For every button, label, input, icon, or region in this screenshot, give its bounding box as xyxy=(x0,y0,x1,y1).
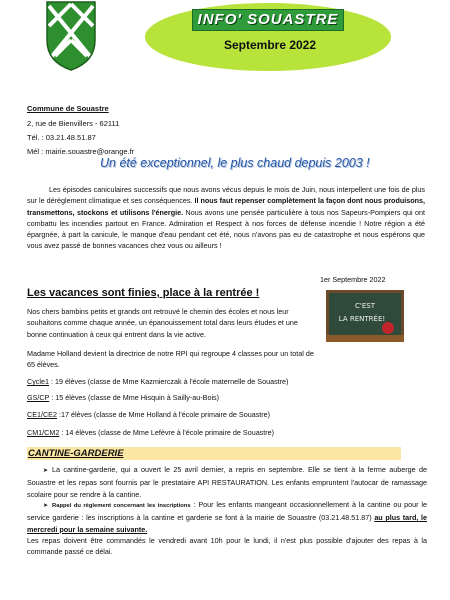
class-line xyxy=(27,377,288,386)
class-name: GS/CP xyxy=(27,393,50,402)
intro-paragraph xyxy=(27,184,425,252)
class-detail: : 19 élèves (classe de Mme Kazmierczak à l'école maternelle de Souastre) xyxy=(48,377,289,386)
meal-order-text: Les repas doivent être commandés le vendredi avant 10h pour le lundi, il n'est plus possible d'ajouter des repas à la commande passé ce délai. xyxy=(27,535,427,557)
rules-text: : Pour les enfants mangeant occasionnellement à la cantine ou pour le service garderie : les inscriptions à la cantine et garderie se font à la mairie de Souastre (03.21.48.51.87) xyxy=(27,500,427,523)
class-detail: :17 élèves (classe de Mme Holland à l'école primaire de Souastre) xyxy=(56,410,271,419)
intro-text-2: Nous avons une pensée particulière à tous nos Sapeurs-Pompiers qui ont combattu les incendies partout en France. Admiration et Respect à nos forces de défense incendie ! Notre région a été épargnée, à part la canicule, le manque d'eau pendant cet été, nous n'avons pas eu de catastrophe et nous espérons que vous avez passé de bonnes vacances chez vous ou ailleurs ! xyxy=(27,207,425,251)
cantine-rules-paragraph xyxy=(27,499,427,557)
class-detail: : 14 élèves (classe de Mme Lefèvre à l'école primaire de Souastre) xyxy=(59,428,275,437)
rentree-paragraph: Nos chers bambins petits et grands ont retrouvé le chemin des écoles et nous leur souhaitons comme chaque année, un épanouissement total dans leurs études et une bonne continuation à ceux qui entrent dans la vie active. xyxy=(27,307,298,339)
class-line xyxy=(27,393,219,402)
arrow-bullet-icon: ➤ xyxy=(43,503,49,509)
intro-text: Les épisodes caniculaires successifs que nous avons vécus depuis le mois de Juin, nous interpellent une fois de plus sur le dérèglement climatique et ses conséquences. xyxy=(27,185,425,206)
class-line xyxy=(27,428,274,437)
village-crest-icon xyxy=(27,0,115,72)
section-title-cantine: CANTINE-GARDERIE xyxy=(28,448,124,459)
class-name: CM1/CM2 xyxy=(27,428,60,437)
commune-phone: Tél. : 03.21.48.51.87 xyxy=(27,133,96,142)
cantine-paragraph xyxy=(27,464,427,500)
intro-bold-text: Il nous faut repenser complètement la façon dont nous produisons, transmettons, stockons et utilisons l'énergie. xyxy=(27,196,425,217)
headline: Un été exceptionnel, le plus chaud depuis 2003 ! xyxy=(100,156,370,170)
newsletter-title: INFO' SOUASTRE xyxy=(192,9,344,31)
class-name: Cycle1 xyxy=(27,377,49,386)
rpi-paragraph: Madame Holland devient la directrice de notre RPI qui regroupe 4 classes pour un total de 65 élèves. xyxy=(27,349,314,370)
cantine-text: La cantine-garderie, qui a ouvert le 25 avril dernier, a repris en septembre. Elle se tient à la ferme auberge de Souastre et les repas sont fournis par le prestataire API RESTAURATION. Les enfants empruntent l'autocar de ramassage scolaire pour se rendre à la cantine. xyxy=(27,465,427,499)
board-text-1: C'EST xyxy=(355,302,375,310)
rules-deadline: au plus tard, le mercredi pour la semaine suivante. xyxy=(27,513,427,534)
arrow-bullet-icon: ➤ xyxy=(43,468,49,474)
commune-email: Mél : mairie.souastre@orange.fr xyxy=(27,147,135,156)
section-title-rentree: Les vacances sont finies, place à la rentrée ! xyxy=(27,287,260,299)
class-name: CE1/CE2 xyxy=(27,410,57,419)
rules-label: Rappel du règlement concernant les inscriptions xyxy=(52,503,191,509)
chalkboard-image xyxy=(326,290,404,342)
commune-name: Commune de Souastre xyxy=(27,104,109,113)
board-text-2: LA RENTRÉE! xyxy=(338,315,386,323)
article-date: 1er Septembre 2022 xyxy=(320,275,386,284)
class-detail: : 15 élèves (classe de Mme Hisquin à Sailly-au-Bois) xyxy=(49,393,220,402)
commune-street: 2, rue de Bienvillers - 62111 xyxy=(27,119,120,128)
class-line xyxy=(27,410,270,419)
newsletter-date: Septembre 2022 xyxy=(223,38,317,52)
apple-icon xyxy=(382,322,394,334)
